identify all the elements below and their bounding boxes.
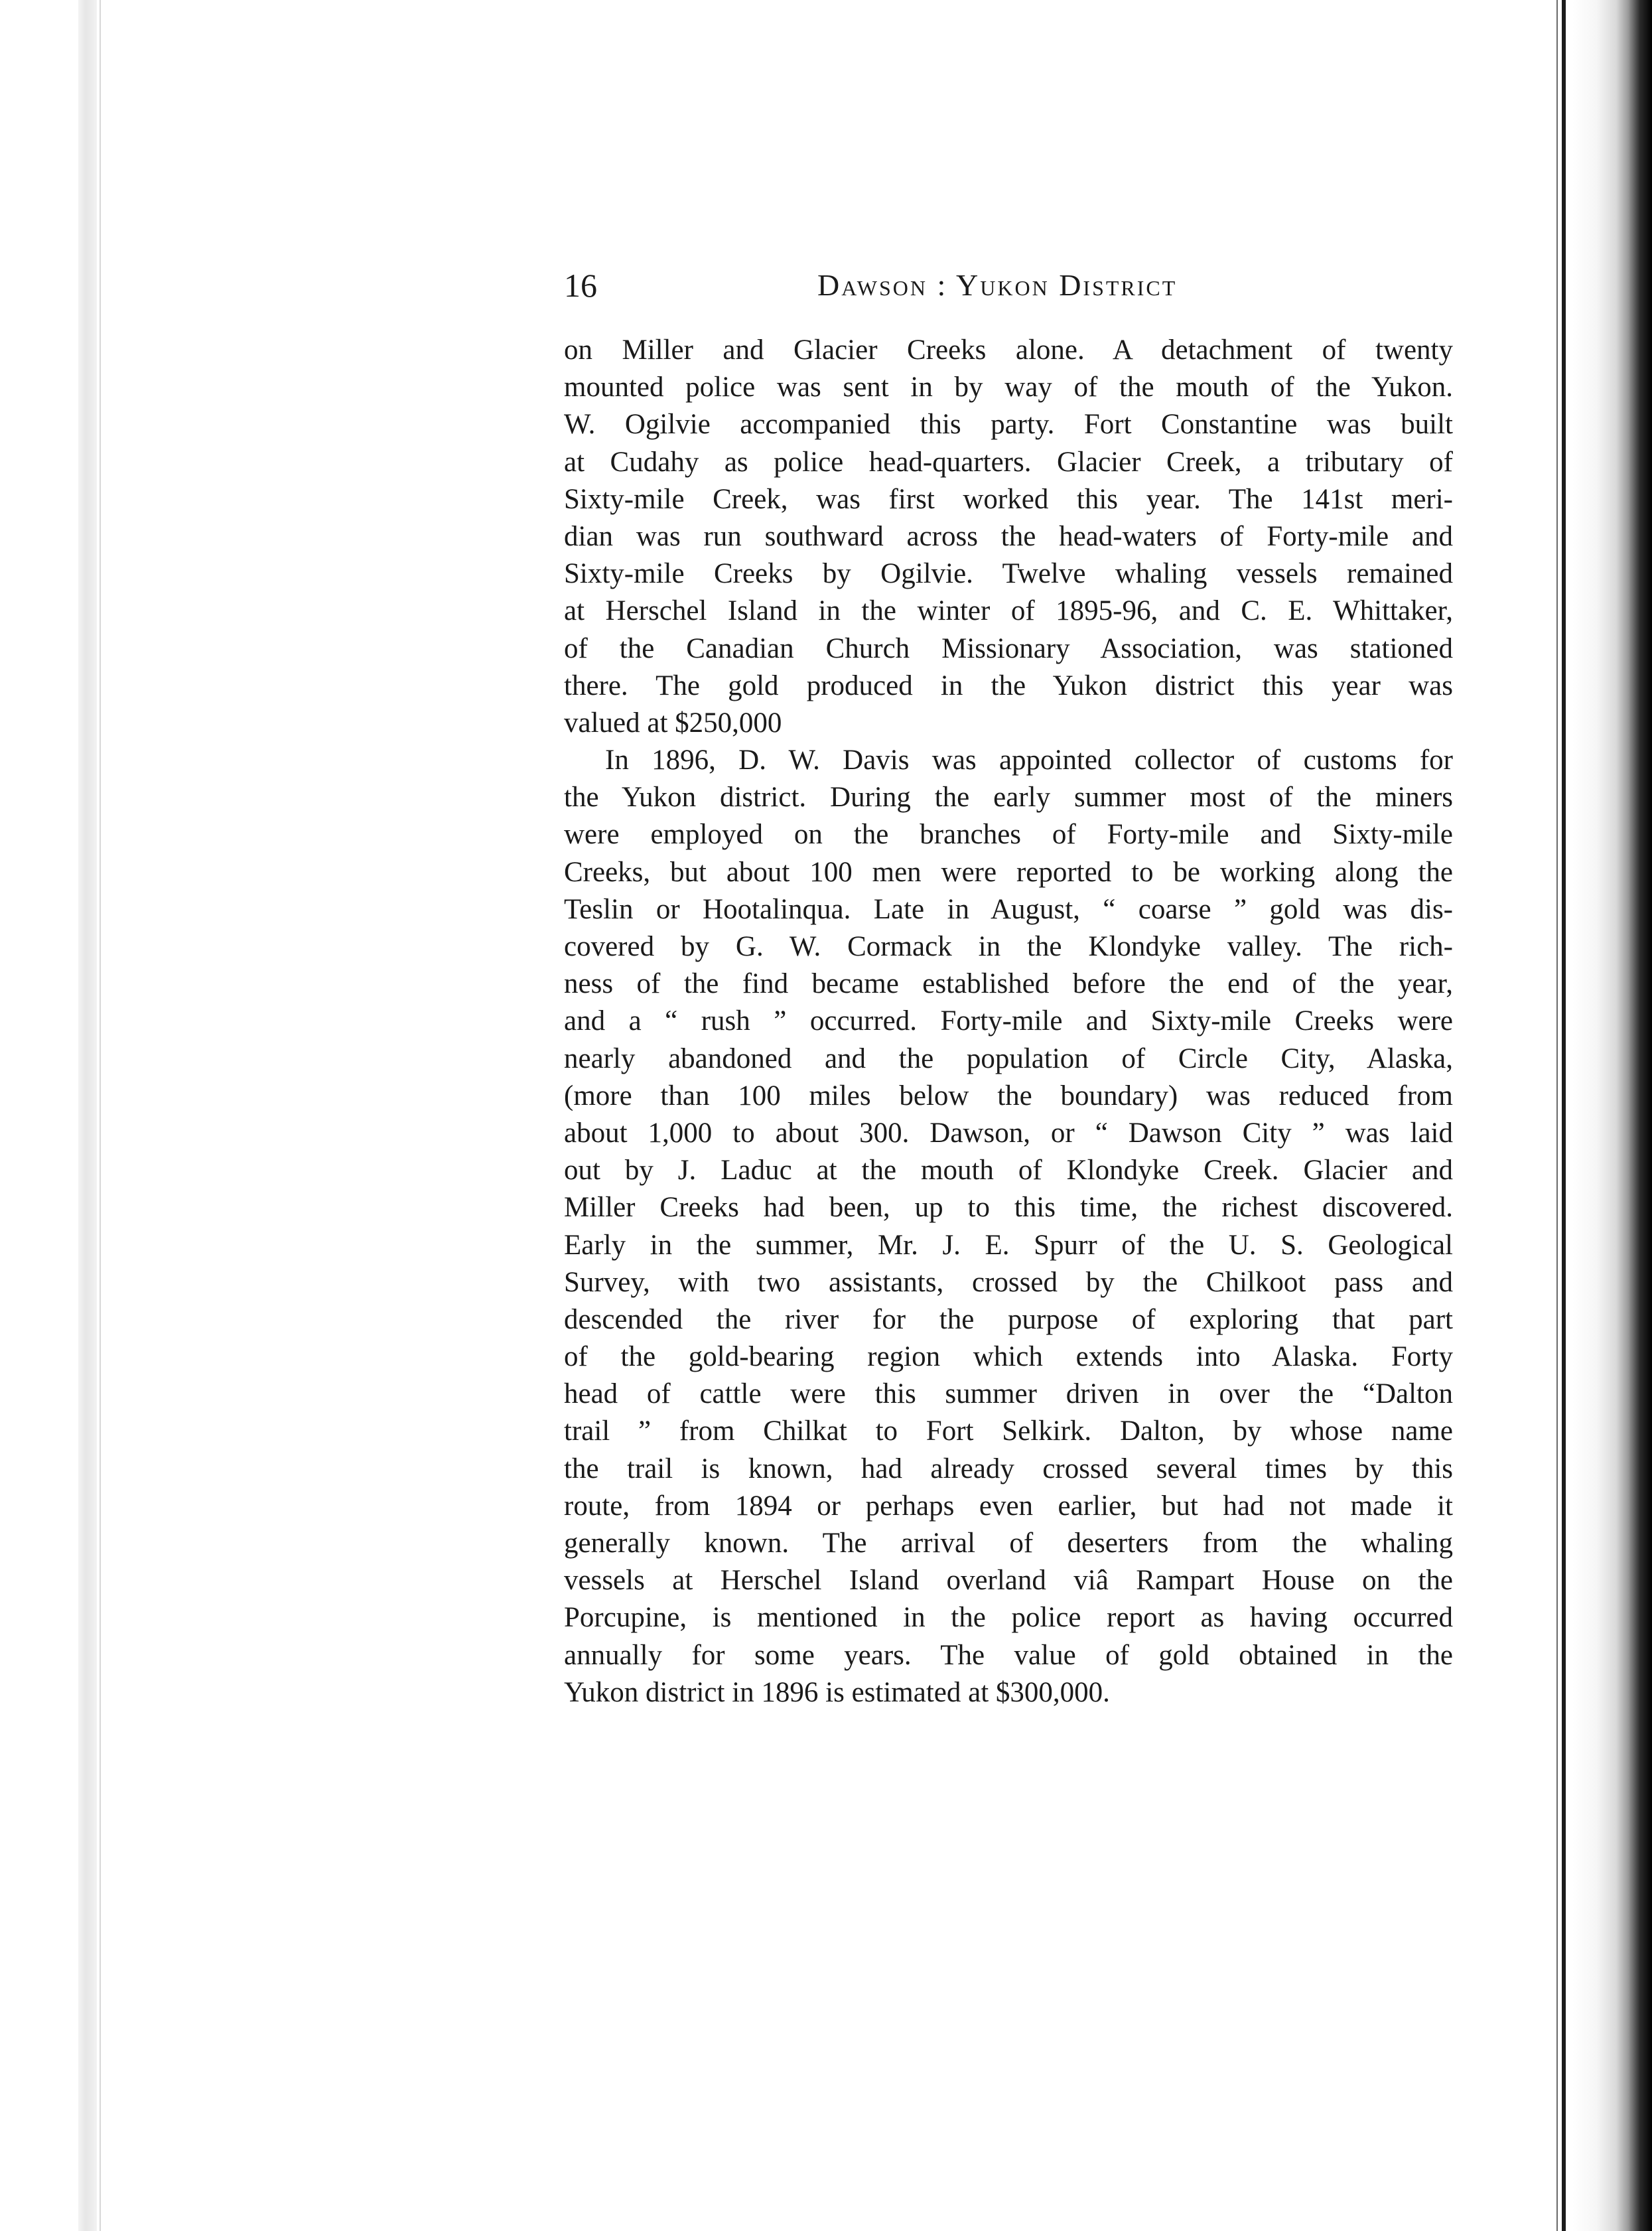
running-head-title: Dawson : Yukon District xyxy=(817,268,1178,302)
book-binding-edge xyxy=(1572,0,1652,2231)
text-line: covered by G. W. Cormack in the Klondyke valley. The rich- xyxy=(564,931,1453,962)
page-number: 16 xyxy=(564,267,597,304)
text-line: In 1896, D. W. Davis was appointed collector of customs for xyxy=(605,745,1453,776)
text-line: ness of the find became established before the end of the year, xyxy=(564,968,1453,1000)
text-line: Sixty-mile Creek, was first worked this year. The 141st meri- xyxy=(564,483,1453,515)
text-line: there. The gold produced in the Yukon district this year was xyxy=(564,670,1453,701)
text-line: dian was run southward across the head-waters of Forty-mile and xyxy=(564,520,1453,552)
scan-page-edge-line xyxy=(100,0,101,2231)
text-line: the trail is known, had already crossed several times by this xyxy=(564,1453,1453,1484)
text-line: annually for some years. The value of gold obtained in the xyxy=(564,1639,1453,1671)
text-line: descended the river for the purpose of exploring that part xyxy=(564,1303,1453,1335)
text-line: W. Ogilvie accompanied this party. Fort Constantine was built xyxy=(564,409,1453,441)
text-line: nearly abandoned and the population of Circle City, Alaska, xyxy=(564,1043,1453,1074)
text-line: Survey, with two assistants, crossed by the Chilkoot pass and xyxy=(564,1266,1453,1298)
text-line: Yukon district in 1896 is estimated at $300,000. xyxy=(564,1676,1110,1708)
text-line: Early in the summer, Mr. J. E. Spurr of the U. S. Geological xyxy=(564,1229,1453,1261)
text-line: out by J. Laduc at the mouth of Klondyke Creek. Glacier and xyxy=(564,1155,1453,1187)
text-line: mounted police was sent in by way of the mouth of the Yukon. xyxy=(564,372,1453,403)
text-line: at Herschel Island in the winter of 1895-96, and C. E. Whittaker, xyxy=(564,595,1453,627)
text-line: of the gold-bearing region which extends into Alaska. Forty xyxy=(564,1341,1453,1373)
running-head xyxy=(564,265,1453,312)
text-line: on Miller and Glacier Creeks alone. A detachment of twenty xyxy=(564,334,1453,366)
text-line: (more than 100 miles below the boundary) was reduced from xyxy=(564,1080,1453,1112)
text-line: Miller Creeks had been, up to this time, the richest discovered. xyxy=(564,1192,1453,1224)
body-text xyxy=(564,332,1453,1711)
text-line: head of cattle were this summer driven in over the “Dalton xyxy=(564,1378,1453,1410)
text-line: and a “ rush ” occurred. Forty-mile and Sixty-mile Creeks were xyxy=(564,1005,1453,1037)
text-line: Teslin or Hootalinqua. Late in August, “ coarse ” gold was dis- xyxy=(564,893,1453,925)
text-line: valued at $250,000 xyxy=(564,707,782,739)
scan-page-edge xyxy=(78,0,97,2231)
binding-line xyxy=(1562,0,1566,2231)
text-line: at Cudahy as police head-quarters. Glacier Creek, a tributary of xyxy=(564,446,1453,478)
text-line: vessels at Herschel Island overland viâ Rampart House on the xyxy=(564,1565,1453,1597)
text-line: generally known. The arrival of deserters from the whaling xyxy=(564,1528,1453,1559)
text-line: Sixty-mile Creeks by Ogilvie. Twelve whaling vessels remained xyxy=(564,558,1453,590)
text-line: the Yukon district. During the early summer most of the miners xyxy=(564,782,1453,814)
text-line: route, from 1894 or perhaps even earlier, but had not made it xyxy=(564,1490,1453,1522)
text-line: were employed on the branches of Forty-mile and Sixty-mile xyxy=(564,819,1453,851)
text-line: Creeks, but about 100 men were reported to be working along the xyxy=(564,856,1453,888)
binding-shadow-line xyxy=(1556,0,1558,2231)
text-line: trail ” from Chilkat to Fort Selkirk. Dalton, by whose name xyxy=(564,1415,1453,1447)
text-line: about 1,000 to about 300. Dawson, or “ Dawson City ” was laid xyxy=(564,1117,1453,1149)
text-line: of the Canadian Church Missionary Association, was stationed xyxy=(564,632,1453,664)
text-line: Porcupine, is mentioned in the police report as having occurred xyxy=(564,1602,1453,1634)
